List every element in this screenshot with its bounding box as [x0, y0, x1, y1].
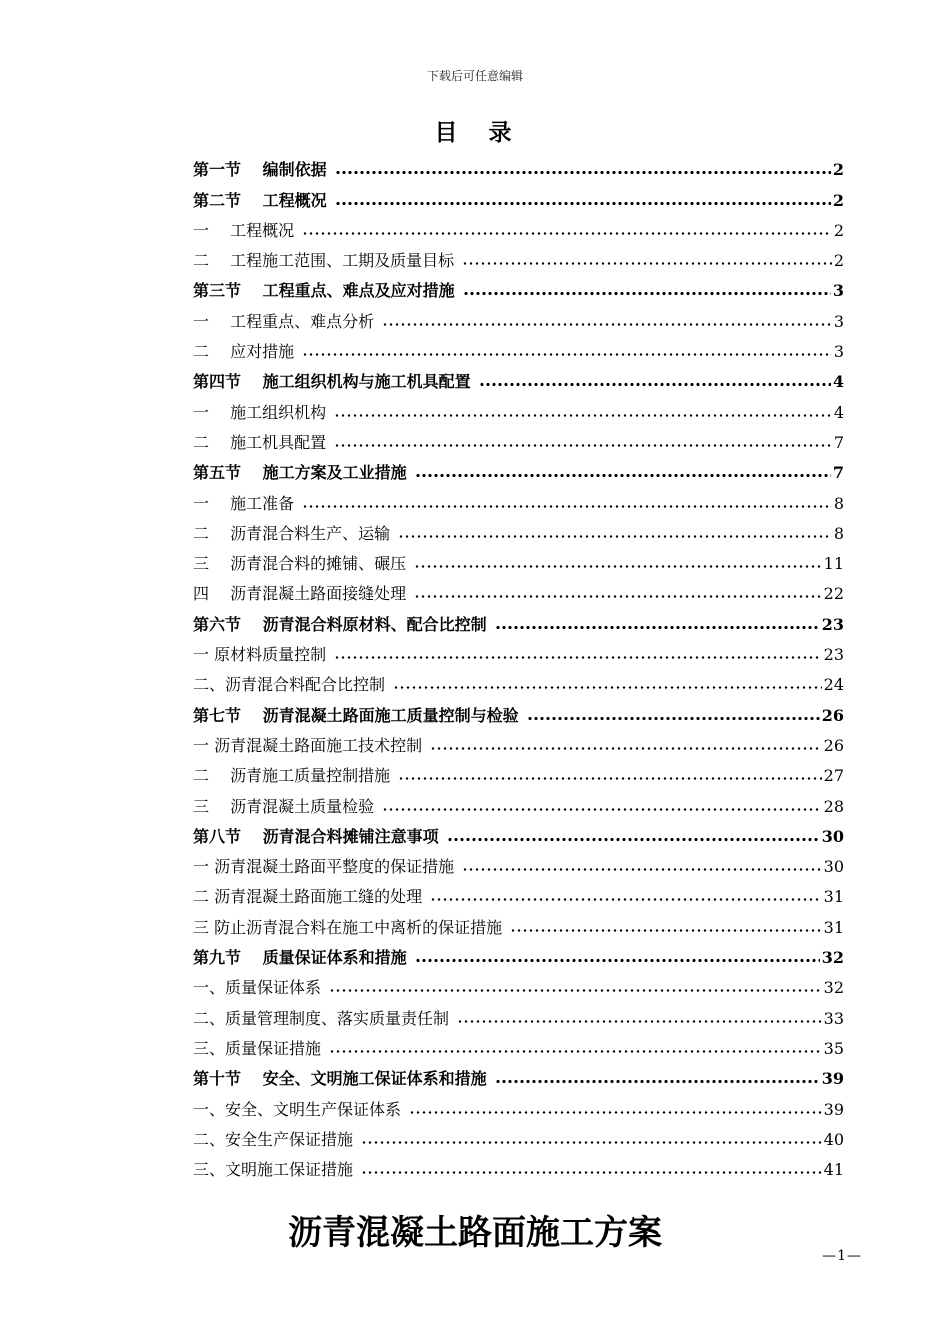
- toc-entry-page: 2: [832, 190, 844, 210]
- toc-leader-dots: [409, 1102, 822, 1116]
- toc-entry-label: 第五节 施工方案及工业措施: [193, 463, 407, 483]
- toc-leader-dots: [495, 1071, 820, 1085]
- toc-leader-dots: [302, 496, 832, 510]
- toc-entry-page: 31: [823, 917, 844, 937]
- toc-section-entry[interactable]: [193, 362, 844, 392]
- toc-entry-label: 第九节 质量保证体系和措施: [193, 948, 407, 968]
- toc-section-entry[interactable]: [193, 695, 844, 725]
- toc-subentry[interactable]: [193, 786, 844, 816]
- toc-entry-page: 3: [833, 342, 844, 362]
- toc-entry-page: 40: [823, 1129, 844, 1149]
- toc-leader-dots: [479, 374, 831, 388]
- toc-entry-page: 35: [823, 1038, 844, 1058]
- toc-entry-label: 三、文明施工保证措施: [193, 1160, 354, 1180]
- toc-leader-dots: [361, 1132, 822, 1146]
- toc-leader-dots: [361, 1162, 822, 1176]
- toc-leader-dots: [398, 526, 832, 540]
- toc-title: 目 录: [434, 119, 516, 146]
- toc-subentry[interactable]: [193, 877, 844, 907]
- toc-entry-label: 第二节 工程概况: [193, 190, 327, 210]
- document-title: 沥青混凝土路面施工方案: [288, 1213, 662, 1253]
- toc-entry-label: 一 原材料质量控制: [193, 645, 327, 665]
- toc-subentry[interactable]: [193, 544, 844, 574]
- toc-leader-dots: [335, 193, 831, 207]
- toc-entry-label: 第四节 施工组织机构与施工机具配置: [193, 372, 471, 392]
- toc-subentry[interactable]: [193, 332, 844, 362]
- toc-leader-dots: [462, 859, 822, 873]
- toc-subentry[interactable]: [193, 756, 844, 786]
- toc-leader-dots: [414, 586, 822, 600]
- toc-entry-page: 8: [833, 523, 844, 543]
- toc-leader-dots: [510, 920, 822, 934]
- toc-leader-dots: [382, 314, 832, 328]
- toc-entry-label: 二、质量管理制度、落实质量责任制: [193, 1008, 450, 1028]
- toc-entry-page: 32: [823, 978, 844, 998]
- toc-entry-label: 第三节 工程重点、难点及应对措施: [193, 281, 455, 301]
- toc-section-entry[interactable]: [193, 1059, 844, 1089]
- toc-subentry[interactable]: [193, 423, 844, 453]
- toc-leader-dots: [334, 405, 832, 419]
- toc-leader-dots: [382, 799, 822, 813]
- toc-entry-label: 三 沥青混凝土质量检验: [193, 796, 375, 816]
- toc-subentry[interactable]: [193, 301, 844, 331]
- toc-entry-page: 4: [833, 402, 844, 422]
- toc-entry-page: 39: [823, 1099, 844, 1119]
- toc-entry-label: 二 应对措施: [193, 342, 295, 362]
- toc-entry-label: 二 沥青混凝土路面施工缝的处理: [193, 887, 423, 907]
- toc-entry-page: 2: [832, 160, 844, 180]
- toc-subentry[interactable]: [193, 1150, 844, 1180]
- toc-entry-label: 第八节 沥青混合料摊铺注意事项: [193, 826, 439, 846]
- toc-leader-dots: [463, 283, 831, 297]
- toc-entry-page: 27: [823, 766, 844, 786]
- toc-entry-page: 39: [821, 1069, 844, 1089]
- toc-subentry[interactable]: [193, 574, 844, 604]
- toc-entry-page: 11: [823, 554, 844, 574]
- toc-entry-label: 一、质量保证体系: [193, 978, 322, 998]
- toc-subentry[interactable]: [193, 392, 844, 422]
- toc-entry-page: 31: [823, 887, 844, 907]
- toc-entry-label: 二、安全生产保证措施: [193, 1129, 354, 1149]
- toc-leader-dots: [462, 253, 832, 267]
- toc-leader-dots: [457, 1011, 822, 1025]
- toc-subentry[interactable]: [193, 665, 844, 695]
- toc-section-entry[interactable]: [193, 150, 844, 180]
- toc-section-entry[interactable]: [193, 453, 844, 483]
- toc-subentry[interactable]: [193, 1029, 844, 1059]
- toc-entry-label: 四 沥青混凝土路面接缝处理: [193, 584, 407, 604]
- toc-leader-dots: [393, 677, 822, 691]
- toc-subentry[interactable]: [193, 241, 844, 271]
- table-of-contents: [193, 150, 844, 1180]
- toc-leader-dots: [415, 465, 831, 479]
- toc-entry-page: 2: [833, 220, 844, 240]
- toc-entry-page: 2: [833, 251, 844, 271]
- toc-entry-page: 30: [821, 826, 844, 846]
- toc-leader-dots: [335, 162, 831, 176]
- toc-leader-dots: [398, 768, 822, 782]
- toc-subentry[interactable]: [193, 1089, 844, 1119]
- toc-entry-page: 8: [833, 493, 844, 513]
- toc-entry-page: 7: [832, 463, 844, 483]
- toc-entry-label: 二 施工机具配置: [193, 432, 327, 452]
- page-number: —1—: [822, 1248, 862, 1264]
- toc-subentry[interactable]: [193, 1120, 844, 1150]
- toc-entry-label: 一 工程概况: [193, 220, 295, 240]
- toc-entry-label: 一 工程重点、难点分析: [193, 311, 375, 331]
- toc-subentry[interactable]: [193, 907, 844, 937]
- toc-entry-page: 3: [832, 281, 844, 301]
- toc-entry-label: 二 工程施工范围、工期及质量目标: [193, 251, 455, 271]
- toc-leader-dots: [415, 950, 820, 964]
- toc-section-entry[interactable]: [193, 604, 844, 634]
- toc-entry-label: 第十节 安全、文明施工保证体系和措施: [193, 1069, 487, 1089]
- toc-subentry[interactable]: [193, 968, 844, 998]
- toc-section-entry[interactable]: [193, 180, 844, 210]
- toc-entry-page: 30: [823, 857, 844, 877]
- toc-entry-page: 23: [823, 645, 844, 665]
- toc-entry-label: 二、沥青混合料配合比控制: [193, 675, 386, 695]
- toc-leader-dots: [447, 829, 820, 843]
- toc-entry-label: 二 沥青混合料生产、运输: [193, 523, 391, 543]
- toc-entry-label: 一 沥青混凝土路面施工技术控制: [193, 735, 423, 755]
- toc-subentry[interactable]: [193, 514, 844, 544]
- toc-leader-dots: [430, 738, 822, 752]
- toc-entry-label: 三 防止沥青混合料在施工中离析的保证措施: [193, 917, 503, 937]
- toc-leader-dots: [334, 647, 822, 661]
- toc-entry-page: 24: [823, 675, 844, 695]
- toc-entry-page: 23: [821, 614, 844, 634]
- toc-entry-page: 4: [832, 372, 844, 392]
- toc-leader-dots: [329, 980, 822, 994]
- toc-entry-page: 7: [833, 432, 844, 452]
- toc-entry-label: 一、安全、文明生产保证体系: [193, 1099, 402, 1119]
- toc-entry-page: 33: [823, 1008, 844, 1028]
- toc-subentry[interactable]: [193, 847, 844, 877]
- header-note: 下载后可任意编辑: [426, 69, 523, 83]
- toc-section-entry[interactable]: [193, 271, 844, 301]
- toc-leader-dots: [302, 223, 832, 237]
- toc-entry-label: 一 施工组织机构: [193, 402, 327, 422]
- toc-leader-dots: [527, 708, 820, 722]
- toc-leader-dots: [495, 617, 820, 631]
- toc-entry-label: 三、质量保证措施: [193, 1038, 322, 1058]
- toc-leader-dots: [414, 556, 822, 570]
- toc-entry-label: 第一节 编制依据: [193, 160, 327, 180]
- toc-section-entry[interactable]: [193, 817, 844, 847]
- toc-entry-page: 32: [821, 948, 844, 968]
- toc-entry-label: 第七节 沥青混凝土路面施工质量控制与检验: [193, 705, 519, 725]
- toc-leader-dots: [334, 435, 832, 449]
- toc-entry-page: 26: [821, 705, 844, 725]
- toc-subentry[interactable]: [193, 998, 844, 1028]
- toc-entry-page: 26: [823, 735, 844, 755]
- toc-entry-page: 28: [823, 796, 844, 816]
- toc-subentry[interactable]: [193, 726, 844, 756]
- toc-entry-page: 22: [823, 584, 844, 604]
- toc-entry-label: 一 沥青混凝土路面平整度的保证措施: [193, 857, 455, 877]
- toc-entry-label: 三 沥青混合料的摊铺、碾压: [193, 554, 407, 574]
- toc-section-entry[interactable]: [193, 938, 844, 968]
- toc-entry-page: 41: [823, 1160, 844, 1180]
- toc-leader-dots: [329, 1041, 822, 1055]
- toc-leader-dots: [430, 889, 822, 903]
- toc-entry-label: 第六节 沥青混合料原材料、配合比控制: [193, 614, 487, 634]
- toc-subentry[interactable]: [193, 635, 844, 665]
- toc-subentry[interactable]: [193, 483, 844, 513]
- toc-entry-label: 一 施工准备: [193, 493, 295, 513]
- toc-subentry[interactable]: [193, 211, 844, 241]
- toc-entry-label: 二 沥青施工质量控制措施: [193, 766, 391, 786]
- toc-leader-dots: [302, 344, 832, 358]
- toc-entry-page: 3: [833, 311, 844, 331]
